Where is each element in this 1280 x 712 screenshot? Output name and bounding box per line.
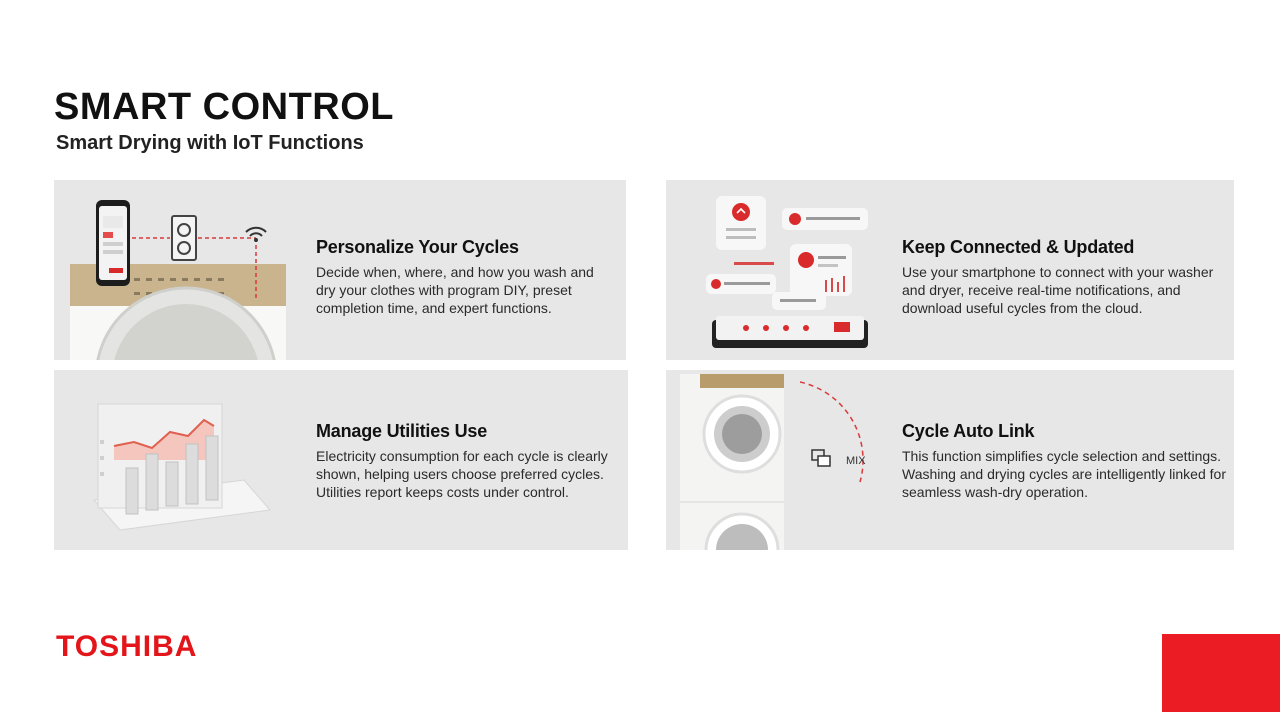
feature-card-personalize (54, 180, 626, 360)
card-title: Personalize Your Cycles (316, 237, 519, 257)
card-title: Cycle Auto Link (902, 421, 1035, 441)
feature-card-autolink (666, 370, 1234, 550)
toshiba-logo: TOSHIBA (56, 630, 198, 663)
smartphone-notifications-illustration (666, 180, 896, 360)
feature-card-connected (666, 180, 1234, 360)
card-text (902, 237, 1222, 317)
mix-label: MIX (846, 455, 866, 467)
card-text (316, 237, 616, 317)
dryer-app-illustration (54, 180, 304, 360)
card-body: Use your smartphone to connect with your washer and dryer, receive real-time notifications, and download useful cycles from the cloud. (902, 264, 1214, 316)
card-body: This function simplifies cycle selection and settings. Washing and drying cycles are intelligently linked for seamless wash-dry operation. (902, 448, 1226, 500)
page-subtitle: Smart Drying with IoT Functions (56, 132, 364, 154)
card-title: Keep Connected & Updated (902, 237, 1135, 257)
red-corner-accent (1162, 634, 1280, 712)
card-title: Manage Utilities Use (316, 421, 488, 441)
stacked-washer-dryer-illustration (666, 370, 886, 550)
feature-card-utilities (54, 370, 628, 550)
card-text (316, 421, 616, 501)
card-text (902, 421, 1232, 501)
page-title: SMART CONTROL (54, 86, 395, 128)
energy-report-chart-illustration (54, 370, 294, 550)
card-body: Decide when, where, and how you wash and dry your clothes with program DIY, preset completion time, and expert functions. (316, 264, 594, 316)
card-body: Electricity consumption for each cycle is clearly shown, helping users choose preferred cycles. Utilities report keeps costs under control. (316, 448, 608, 500)
header (54, 86, 394, 155)
